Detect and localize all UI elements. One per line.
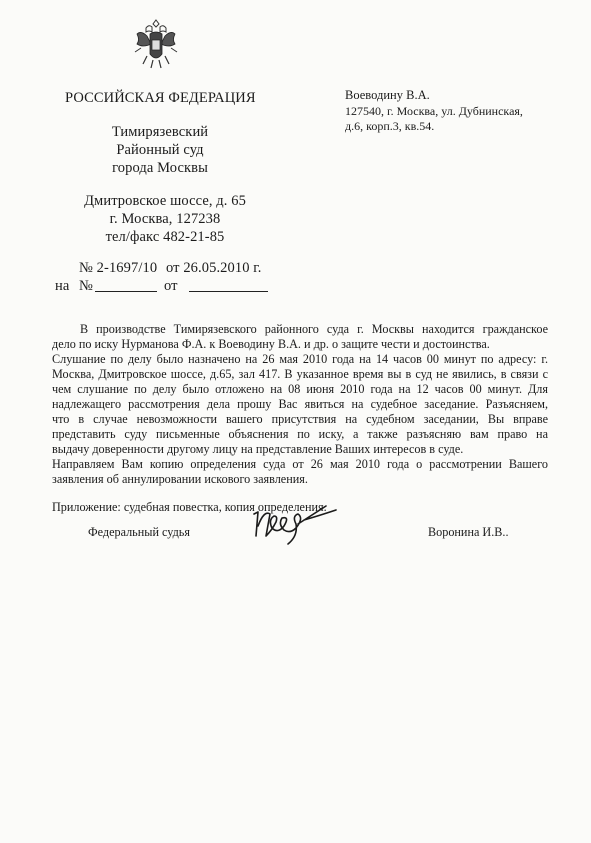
- body-line-2: дело по иску Нурманова Ф.А. к Воеводину В.А. и др. о защите чести и достоинства.: [52, 337, 490, 351]
- body-line-1: В производстве Тимирязевского районного суда г. Москвы находится гражданское: [80, 322, 548, 336]
- reply-on-label: на: [55, 278, 70, 294]
- body-line-5: чем слушание по делу было отложено на 08 июня 2010 года на 12 часов 00 минут. Для: [52, 382, 548, 396]
- body-line-7: что в случае невозможности вашего присутствия на судебном заседании, Вы вправе: [52, 412, 548, 426]
- attachment-note: Приложение: судебная повестка, копия определения.: [52, 500, 327, 514]
- reply-number-sign: №: [79, 278, 93, 294]
- body-line-8: представить суду письменные объяснения по иску, а также разъясняю вам право на: [52, 427, 548, 441]
- court-phone-fax: тел/факс 482-21-85: [105, 229, 225, 245]
- court-address-line-2: г. Москва, 127238: [109, 211, 221, 227]
- body-line-9: выдачу доверенности другому лицу на представление Ваших интересов в суде.: [52, 442, 464, 456]
- reference-date: от 26.05.2010 г.: [166, 260, 262, 276]
- court-name-line-1: Тимирязевский: [111, 124, 209, 140]
- handwritten-signature: [248, 500, 348, 548]
- body-line-3: Слушание по делу было назначено на 26 мая 2010 года на 14 часов 00 минут по адресу: г.: [52, 352, 548, 366]
- reply-date-blank: [189, 279, 268, 292]
- reference-number: № 2-1697/10: [79, 260, 158, 276]
- body-line-11: заявления об аннулировании искового заявления.: [52, 472, 308, 486]
- signatory-name: Воронина И.В..: [428, 525, 509, 539]
- body-line-10: Направляем Вам копию определения суда от 26 мая 2010 года о рассмотрении Вашего: [52, 457, 548, 471]
- signatory-title: Федеральный судья: [88, 525, 190, 539]
- country-title: РОССИЙСКАЯ ФЕДЕРАЦИЯ: [65, 90, 256, 106]
- body-line-4: Москва, Дмитровское шоссе, д.65, зал 417. В указанное время вы в суд не явились, в связи с: [52, 367, 548, 381]
- recipient-name: Воеводину В.А.: [345, 88, 430, 102]
- reply-number-blank: [95, 279, 157, 292]
- court-address-line-1: Дмитровское шоссе, д. 65: [84, 193, 246, 209]
- body-line-6: надлежащего рассмотрения дела прошу Вас явиться на судебное заседание. Разъясняем,: [52, 397, 548, 411]
- court-name-line-2: Районный суд: [116, 142, 204, 158]
- recipient-address-line-1: 127540, г. Москва, ул. Дубнинская,: [345, 104, 523, 118]
- reply-from-label: от: [164, 278, 178, 294]
- coat-of-arms-emblem: [131, 18, 181, 72]
- court-name-line-3: города Москвы: [112, 160, 208, 176]
- recipient-address-line-2: д.6, корп.3, кв.54.: [345, 119, 435, 133]
